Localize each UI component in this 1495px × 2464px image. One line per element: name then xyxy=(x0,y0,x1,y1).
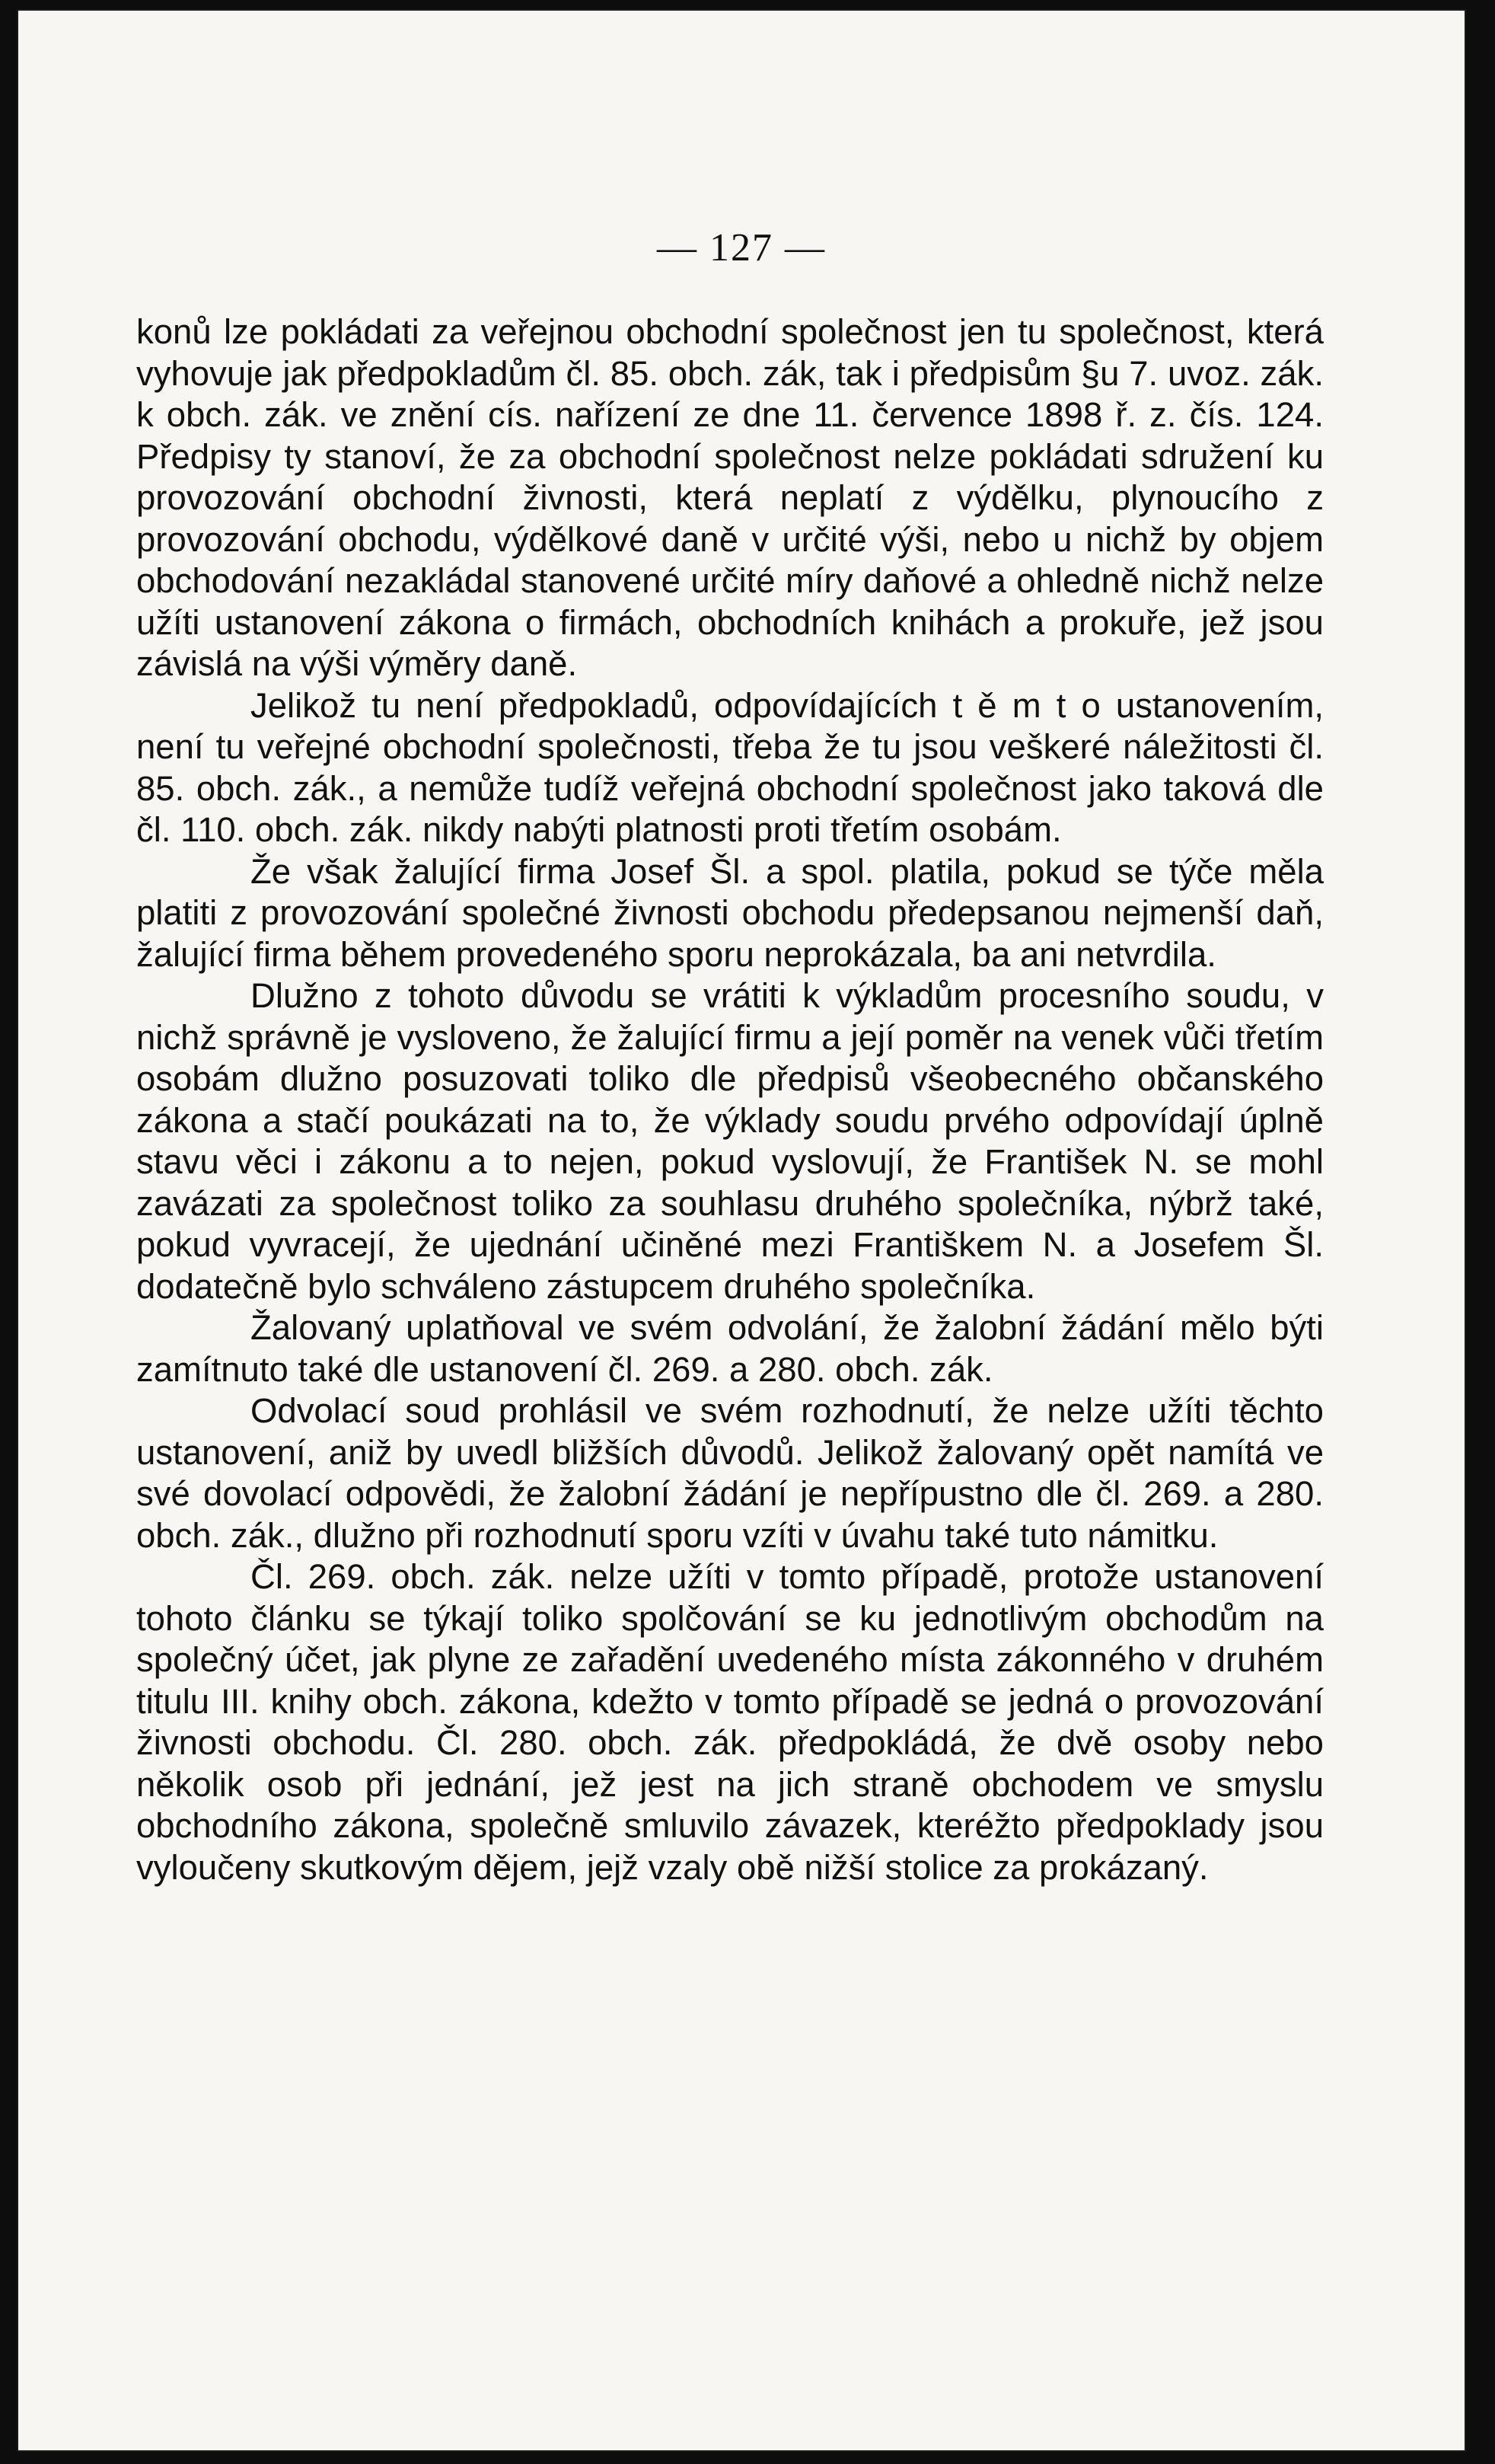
page-body xyxy=(136,311,1324,1888)
paragraph-1: konů lze pokládati za veřejnou obchodní společnost jen tu společnost, která vyhovuje jak předpokladům čl. 85. obch. zák, tak i předpisům §u 7. uvoz. zák. k obch. zák. ve znění cís. nařízení ze dne 11. července 1898 ř. z. čís. 124. Předpisy ty stanoví, že za obchodní společnost nelze pokládati sdružení ku provozování obchodní živnosti, která neplatí z výdělku, plynoucího z provozování obchodu, výdělkové daně v určité výši, nebo u nichž by objem obchodování nezakládal stanovené určité míry daňové a ohledně nichž nelze užíti ustanovení zákona o firmách, obchodních knihách a prokuře, jež jsou závislá na výši výměry daně. xyxy=(136,312,1324,683)
document-page xyxy=(18,11,1465,2450)
paragraph-7: Čl. 269. obch. zák. nelze užíti v tomto případě, protože ustanovení tohoto článku se týkají toliko spolčování se ku jednotlivým obchodům na společný účet, jak plyne ze zařadění uvedeného místa zákonného v druhém titulu III. knihy obch. zákona, kdežto v tomto případě se jedná o provozování živnosti obchodu. Čl. 280. obch. zák. předpokládá, že dvě osoby nebo několik osob při jednání, jež jest na jich straně obchodem ve smyslu obchodního zákona, společně smluvilo závazek, kteréžto předpoklady jsou vyloučeny skutkovým dějem, jejž vzaly obě nižší stolice za prokázaný. xyxy=(136,1557,1324,1887)
page-number: — 127 — xyxy=(657,226,826,270)
paragraph-2: Jelikož tu není předpokladů, odpovídajících t ě m t o ustanovením, není tu veřejné obchodní společnosti, třeba že tu jsou veškeré náležitosti čl. 85. obch. zák., a nemůže tudíž veřejná obchodní společnost jako taková dle čl. 110. obch. zák. nikdy nabýti platnosti proti třetím osobám. xyxy=(136,685,1324,849)
paragraph-3: Že však žalující firma Josef Šl. a spol. platila, pokud se týče měla platiti z provozování společné živnosti obchodu předepsanou nejmenší daň, žalující firma během provedeného sporu neprokázala, ba ani netvrdila. xyxy=(136,851,1324,974)
paragraph-6: Odvolací soud prohlásil ve svém rozhodnutí, že nelze užíti těchto ustanovení, aniž by uvedl bližších důvodů. Jelikož žalovaný opět namítá ve své dovolací odpovědi, že žalobní žádání je nepřípustno dle čl. 269. a 280. obch. zák., dlužno při rozhodnutí sporu vzíti v úvahu také tuto námitku. xyxy=(136,1391,1324,1555)
paragraph-4: Dlužno z tohoto důvodu se vrátiti k výkladům procesního soudu, v nichž správně je vysloveno, že žalující firmu a její poměr na venek vůči třetím osobám dlužno posuzovati toliko dle předpisů všeobecného občanského zákona a stačí poukázati na to, že výklady soudu prvého odpovídají úplně stavu věci i zákonu a to nejen, pokud vyslovují, že František N. se mohl zavázati za společnost toliko za souhlasu druhého společníka, nýbrž také, pokud vyvracejí, že ujednání učiněné mezi Františkem N. a Josefem Šl. dodatečně bylo schváleno zástupcem druhého společníka. xyxy=(136,976,1324,1306)
paragraph-5: Žalovaný uplatňoval ve svém odvolání, že žalobní žádání mělo býti zamítnuto také dle ustanovení čl. 269. a 280. obch. zák. xyxy=(136,1308,1324,1389)
